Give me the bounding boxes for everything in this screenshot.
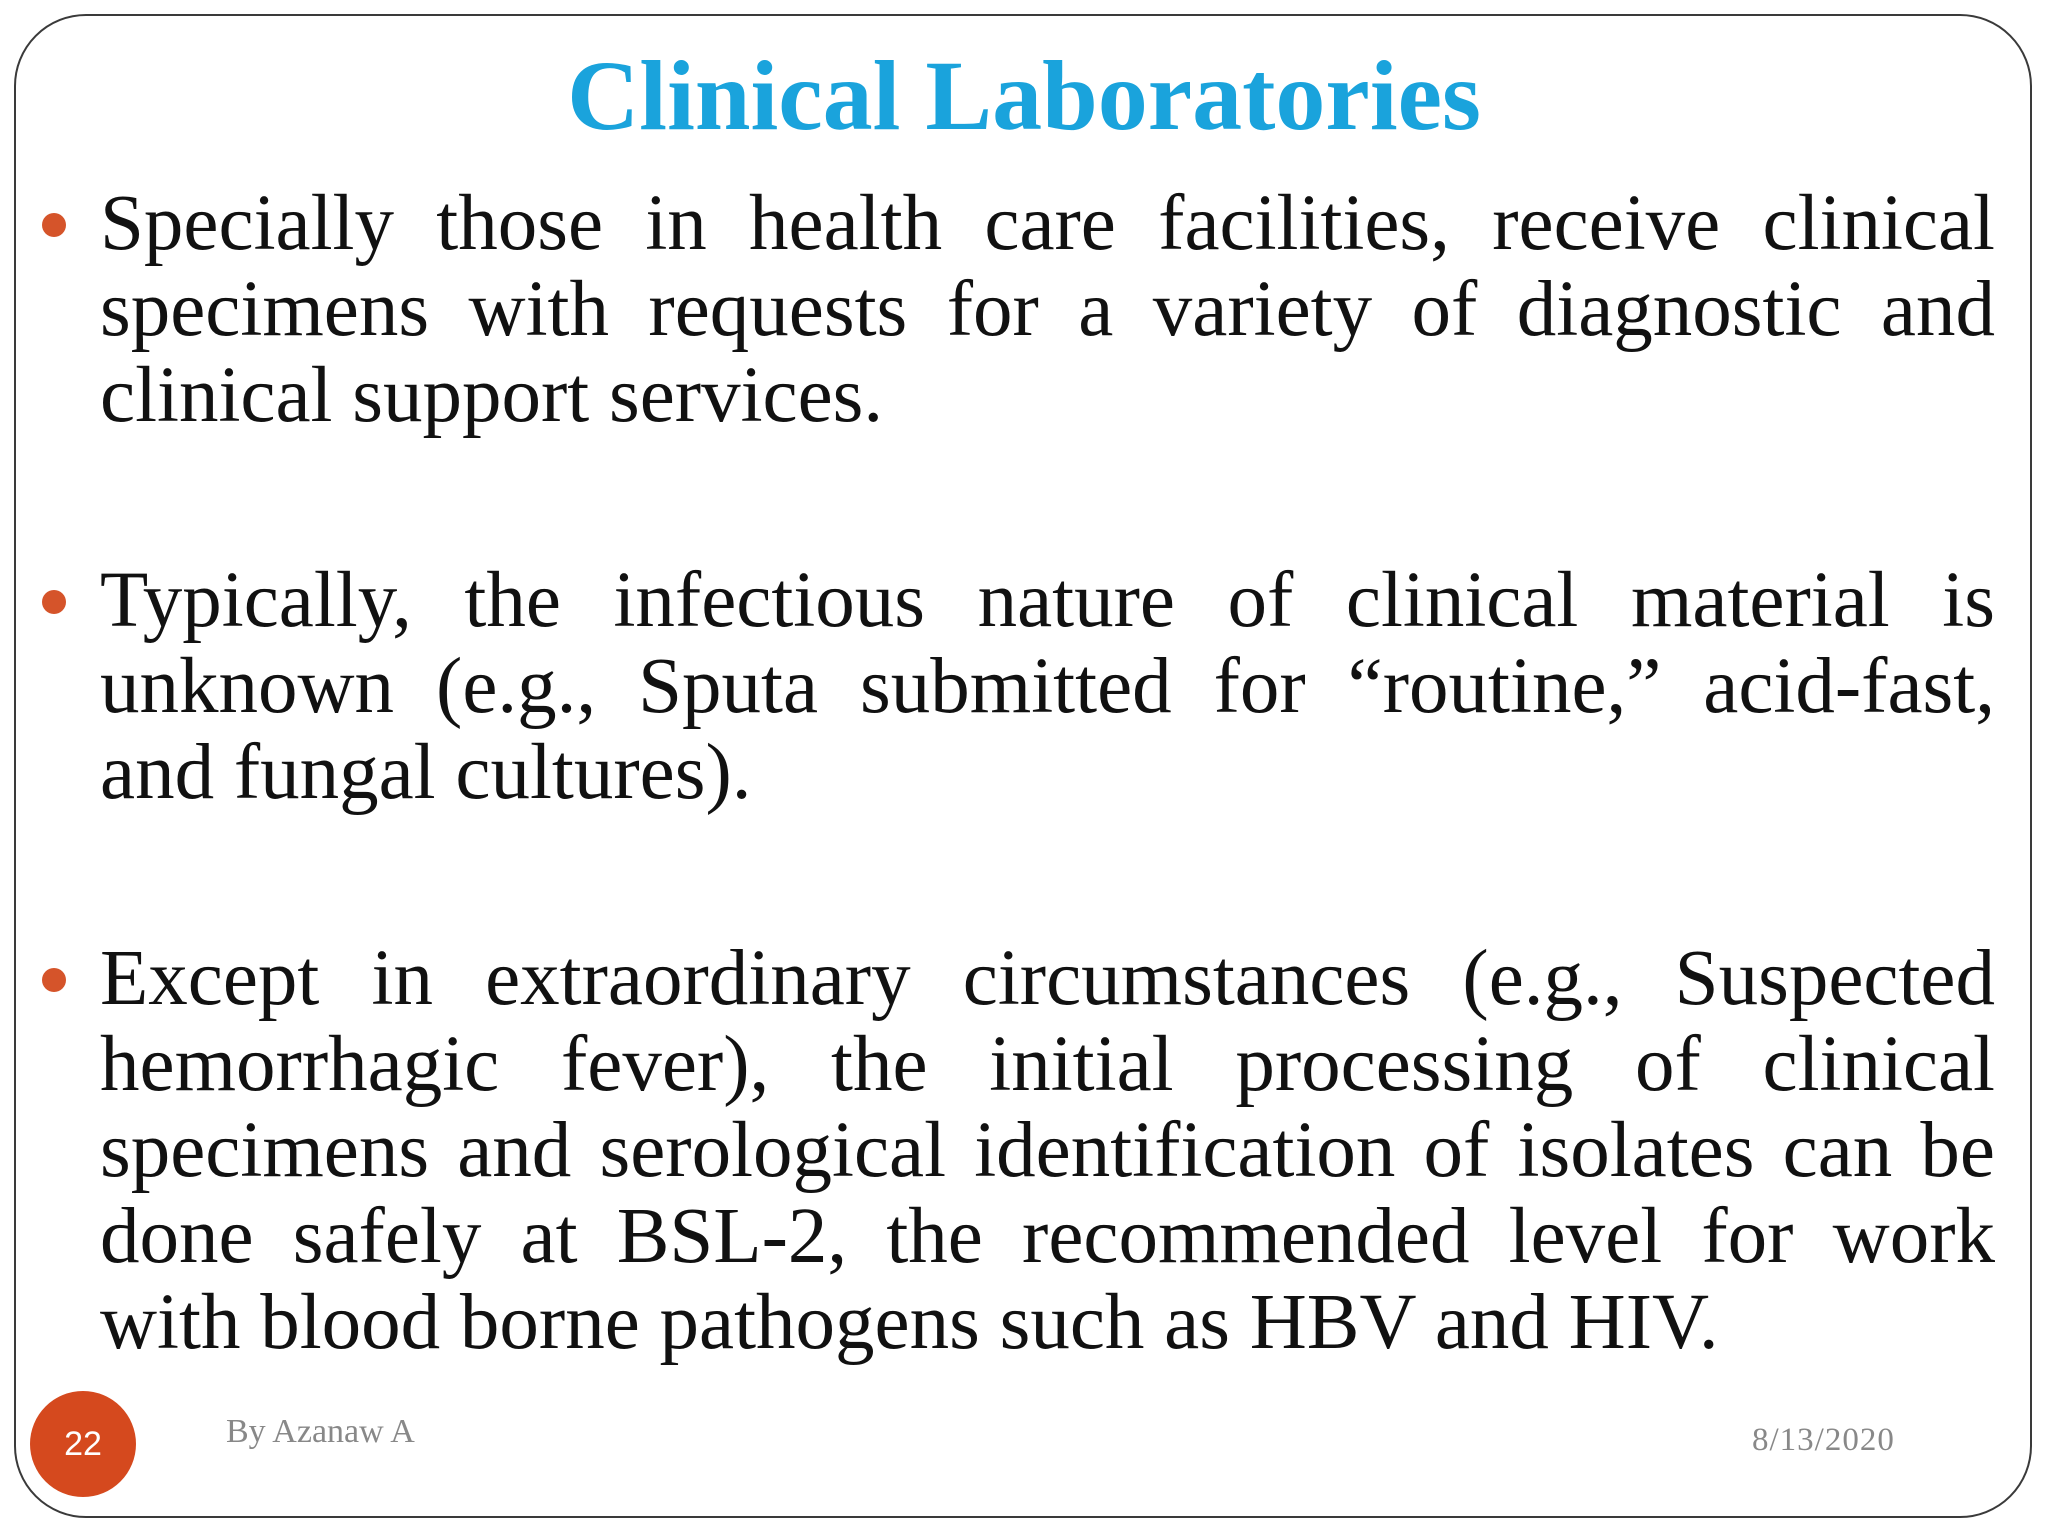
author-label: By Azanaw A xyxy=(226,1413,415,1450)
page-number-badge: 22 xyxy=(30,1391,136,1497)
slide-title: Clinical Laboratories xyxy=(567,40,1481,151)
bullet-item-1: Specially those in health care facilities, receive clinical specimens with requests for a variety of diagnostic and clinical support services. xyxy=(100,180,1995,439)
date-label: 8/13/2020 xyxy=(1752,1422,1895,1458)
bullet-item-3: Except in extraordinary circumstances (e.g., Suspected hemorrhagic fever), the initial processing of clinical specimens and serological identification of isolates can be done safely at BSL-2, the recommended level for work with blood borne pathogens such as HBV and HIV. xyxy=(100,935,1995,1366)
bullet-dot-icon xyxy=(42,968,66,992)
bullet-dot-icon xyxy=(42,213,66,237)
bullet-dot-icon xyxy=(42,590,66,614)
bullet-item-2: Typically, the infectious nature of clinical material is unknown (e.g., Sputa submitted for “routine,” acid-fast, and fungal cultures). xyxy=(100,557,1995,816)
